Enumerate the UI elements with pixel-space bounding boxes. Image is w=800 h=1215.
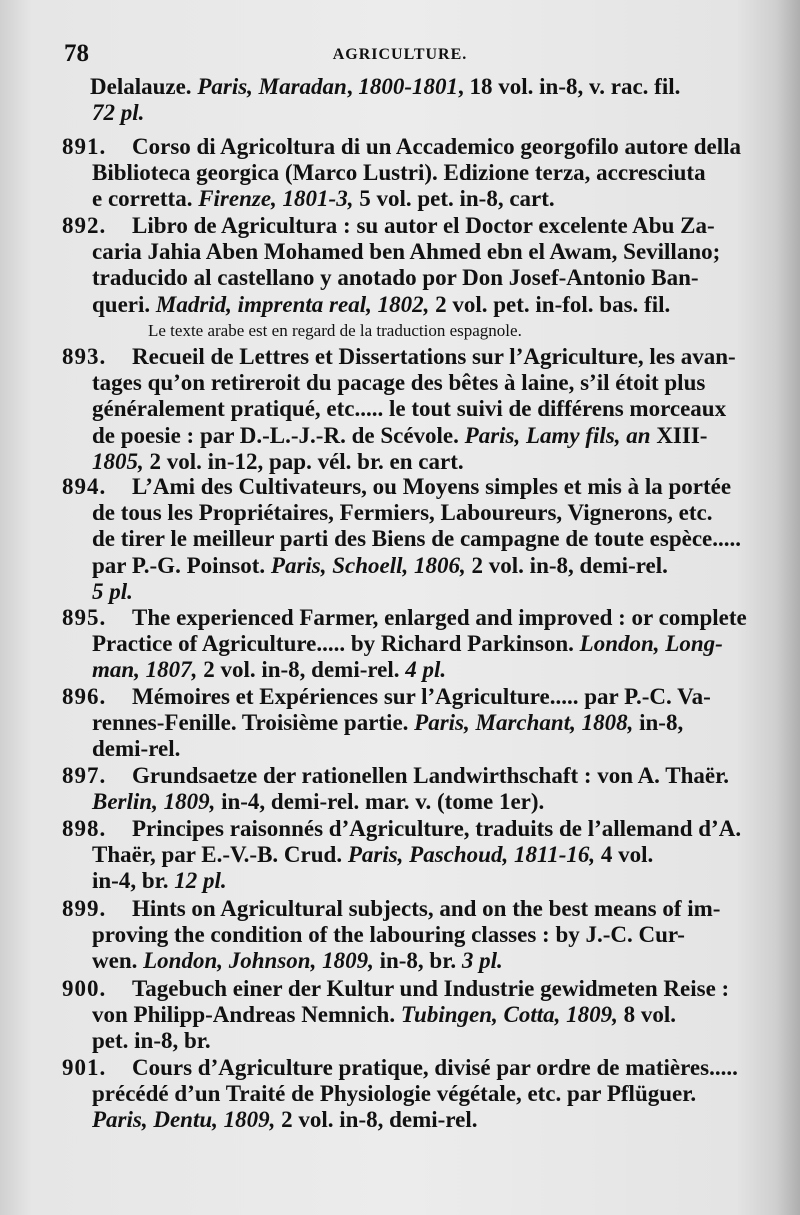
text-segment: Delalauze. — [90, 74, 198, 99]
text-segment: Principes raisonnés d’Agriculture, traduits de l’allemand d’A. — [132, 816, 742, 841]
text-segment: par P.-G. Poinsot. — [92, 552, 271, 578]
entry-line — [92, 186, 555, 212]
text-segment: The experienced Farmer, enlarged and improved : or complete — [132, 605, 747, 630]
entry-line — [92, 631, 723, 657]
entry-line — [92, 1107, 477, 1133]
entry-line — [92, 265, 699, 291]
entry-number: 892. — [62, 213, 107, 238]
text-segment: pet. in-8, br. — [92, 1028, 211, 1054]
text-segment: 2 vol. in-12, pap. vél. br. en cart. — [143, 448, 464, 474]
italic-text: 1805, — [92, 448, 144, 474]
text-segment: tages qu’on retireroit du pacage des bêtes à laine, s’il étoit plus — [92, 370, 706, 396]
entry-line — [132, 1055, 738, 1081]
entry-line — [132, 976, 729, 1002]
italic-text: 4 pl. — [405, 657, 447, 683]
italic-text: Paris, Dentu, 1809, — [92, 1107, 276, 1133]
page-number: 78 — [64, 40, 89, 67]
italic-text: 5 pl. — [92, 578, 133, 604]
entry-line — [132, 134, 741, 160]
entry-line — [92, 292, 670, 318]
text-segment: Libro de Agricultura : su autor el Doctor excelente Abu Za- — [132, 213, 715, 238]
text-segment: caria Jahia Aben Mohamed ben Ahmed ebn el Awam, Sevillano; — [92, 239, 721, 265]
entry-number: 901. — [62, 1055, 107, 1080]
entry-line — [92, 842, 653, 868]
italic-text: Paris, Maradan — [197, 74, 347, 99]
entry-line — [92, 239, 720, 265]
entry-line — [92, 736, 180, 762]
entry-line — [92, 370, 705, 396]
text-segment: proving the condition of the labouring classes : by J.-C. Cur- — [92, 922, 685, 948]
text-segment: Grundsaetze der rationellen Landwirthschaft : von A. Thaër. — [132, 763, 729, 788]
text-segment: 2 vol. pet. in-fol. bas. fil. — [429, 291, 671, 317]
text-segment: rennes-Fenille. Troisième partie. — [92, 710, 415, 736]
text-segment: 8 vol. — [617, 1002, 677, 1028]
text-segment: 2 vol. in-8, demi-rel. — [275, 1107, 478, 1133]
entry-line — [132, 763, 729, 789]
entry-line — [132, 816, 741, 842]
text-segment: précédé d’un Traité de Physiologie végétale, etc. par Pflüguer. — [92, 1081, 697, 1107]
entry-line — [132, 344, 736, 370]
italic-text: man, 1807, — [92, 657, 198, 683]
text-segment: in-8, br. — [373, 948, 462, 974]
entry-line — [92, 553, 668, 579]
entry-number: 897. — [62, 763, 107, 788]
text-segment: Recueil de Lettres et Dissertations sur l’Agriculture, les avan- — [132, 344, 736, 369]
entry-line — [92, 1002, 676, 1028]
entry-number: 894. — [62, 474, 107, 499]
entry-number: 898. — [62, 816, 107, 841]
text-segment: queri. — [92, 291, 156, 317]
text-segment: in-4, demi-rel. mar. v. (tome 1er). — [215, 789, 545, 815]
text-segment: Tagebuch einer der Kultur und Industrie gewidmeten Reise : — [132, 976, 730, 1001]
text-segment: in-8, — [633, 710, 684, 736]
entry-line — [92, 160, 706, 186]
text-segment: Corso di Agricoltura di un Accademico georgofilo autore della — [132, 134, 742, 159]
italic-text: 1800-1801 — [358, 74, 459, 99]
italic-text: London, Johnson, 1809, — [143, 948, 374, 974]
text-segment: Thaër, par E.-V.-B. Crud. — [92, 842, 348, 868]
entry-line — [92, 100, 144, 126]
entry-line — [92, 579, 133, 605]
italic-text: London, Long- — [579, 631, 723, 657]
text-segment: in-4, br. — [92, 868, 175, 894]
italic-text: Paris, Marchant, 1808, — [414, 710, 634, 736]
entry-line — [90, 74, 680, 100]
text-segment: généralement pratiqué, etc..... le tout suivi de différens morceaux — [92, 396, 727, 422]
entry-line — [92, 423, 707, 449]
italic-text: Paris, Schoell, 1806, — [270, 552, 466, 578]
entry-line — [132, 605, 747, 631]
italic-text: 72 pl. — [92, 100, 145, 126]
text-segment: , — [346, 74, 359, 99]
entry-line — [132, 684, 711, 710]
text-segment: L’Ami des Cultivateurs, ou Moyens simples et mis à la portée — [132, 474, 732, 499]
text-segment: e corretta. — [92, 186, 199, 212]
entry-line — [92, 526, 741, 552]
text-segment: 5 vol. pet. in-8, cart. — [353, 186, 555, 212]
text-segment: Cours d’Agriculture pratique, divisé par ordre de matières..... — [132, 1055, 738, 1080]
text-segment: 4 vol. — [595, 842, 654, 868]
entry-line — [92, 396, 726, 422]
text-segment: XIII- — [650, 422, 708, 448]
text-segment: traducido al castellano y anotado por Don Josef-Antonio Ban- — [92, 265, 699, 291]
text-segment: 2 vol. in-8, demi-rel. — [197, 657, 406, 683]
entry-line — [92, 500, 713, 526]
entry-number: 899. — [62, 896, 107, 921]
text-segment: Biblioteca georgica (Marco Lustri). Edizione terza, accresciuta — [92, 160, 706, 186]
text-segment: , 18 vol. in-8, v. rac. fil. — [458, 74, 681, 99]
italic-text: Berlin, 1809, — [92, 789, 216, 815]
entry-line — [92, 868, 227, 894]
entry-line — [132, 896, 720, 922]
text-segment: Practice of Agriculture..... by Richard Parkinson. — [92, 631, 580, 657]
text-segment: 2 vol. in-8, demi-rel. — [465, 552, 668, 578]
italic-text: Paris, Paschoud, 1811-16, — [347, 842, 596, 868]
entry-line — [132, 474, 731, 500]
entry-note — [148, 318, 522, 344]
text-segment: Hints on Agricultural subjects, and on the best means of im- — [132, 896, 721, 921]
text-segment: de tirer le meilleur parti des Biens de campagne de toute espèce..... — [92, 526, 742, 552]
text-segment: Mémoires et Expériences sur l’Agriculture..... par P.-C. Va- — [132, 684, 711, 709]
italic-text: Tubingen, Cotta, 1809, — [400, 1002, 618, 1028]
italic-text: Madrid, imprenta real, 1802, — [155, 291, 430, 317]
entry-line — [92, 449, 464, 475]
entry-line — [92, 789, 544, 815]
entry-number: 895. — [62, 605, 107, 630]
entry-line — [92, 657, 446, 683]
entry-number: 891. — [62, 134, 107, 159]
entry-line — [92, 922, 685, 948]
entry-number: 900. — [62, 976, 107, 1001]
running-head: AGRICULTURE. — [332, 46, 468, 63]
italic-text: 12 pl. — [174, 868, 227, 894]
text-segment: de poesie : par D.-L.-J.-R. de Scévole. — [92, 422, 465, 448]
entry-number: 893. — [62, 344, 107, 369]
text-segment: von Philipp-Andreas Nemnich. — [92, 1002, 401, 1028]
entry-line — [132, 213, 715, 239]
entry-line — [92, 1081, 696, 1107]
entry-line — [92, 710, 683, 736]
entry-line — [92, 1028, 211, 1054]
entry-line — [92, 948, 503, 974]
entry-number: 896. — [62, 684, 107, 709]
text-segment: demi-rel. — [92, 736, 181, 762]
italic-text: Paris, Lamy fils, an — [464, 422, 651, 448]
text-segment: wen. — [92, 948, 144, 974]
text-segment: de tous les Propriétaires, Fermiers, Laboureurs, Vignerons, etc. — [92, 500, 713, 526]
italic-text: 3 pl. — [461, 948, 503, 974]
italic-text: Firenze, 1801-3, — [198, 186, 354, 212]
text-segment: Le texte arabe est en regard de la traduction espagnole. — [148, 320, 522, 340]
